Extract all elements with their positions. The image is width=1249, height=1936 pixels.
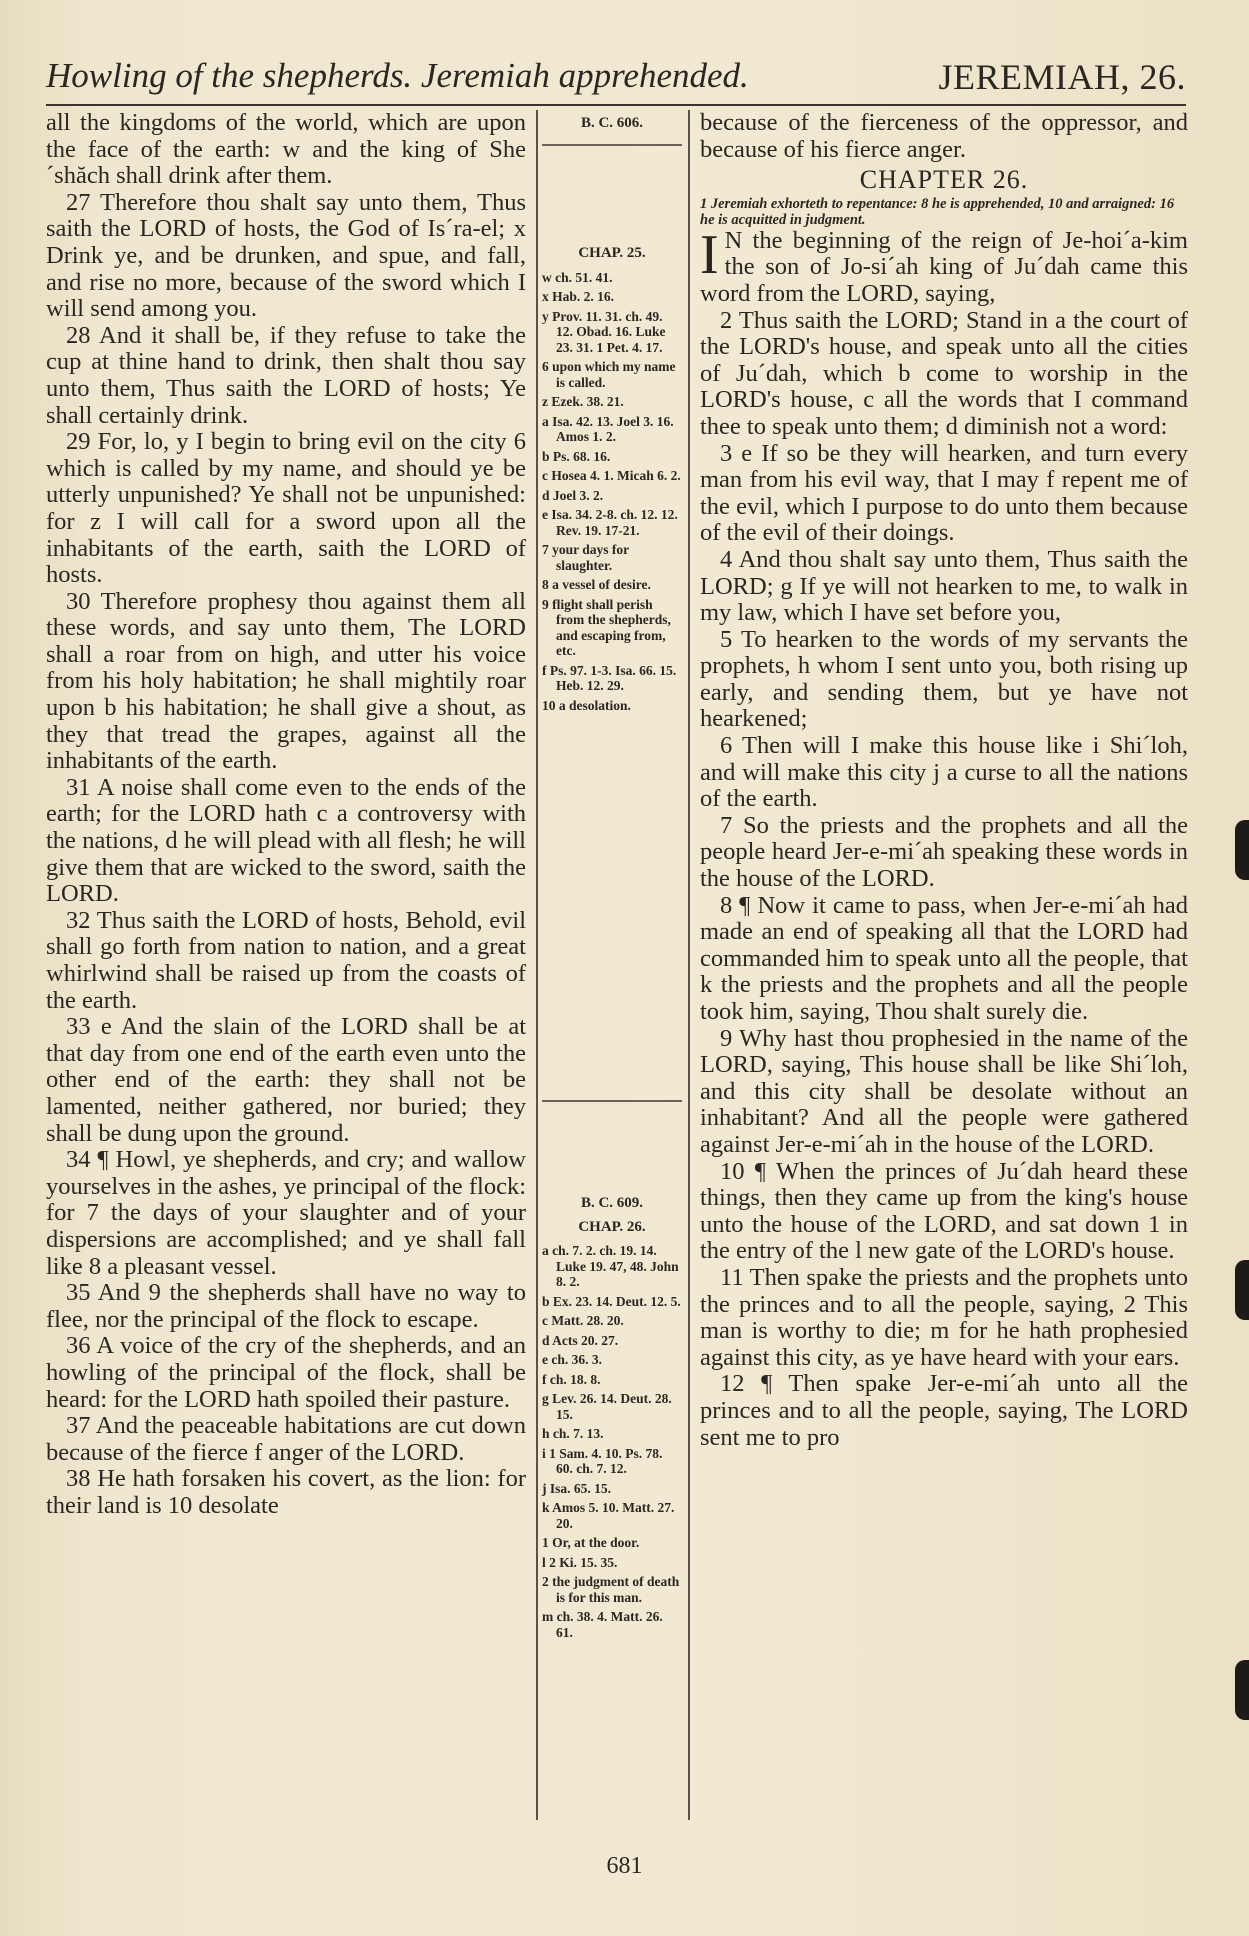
verse-text: 36 A voice of the cry of the shepherds, and an howling of the principal of the flock, shall be heard: for the LORD hath spoiled their pasture. — [46, 1332, 526, 1413]
cross-reference: g Lev. 26. 14. Deut. 28. 15. — [542, 1391, 672, 1422]
verse-text: 6 Then will I make this house like i Shi´loh, and will make this city j a curse to all the nations of the earth. — [700, 732, 1188, 813]
chapter-summary: 1 Jeremiah exhorteth to repentance: 8 he is apprehended, 10 and arraigned: 16 he is acquitted in judgment. — [700, 195, 1175, 228]
chapter-label: CHAP. 26. — [578, 1218, 646, 1235]
verse-text: 9 Why hast thou prophesied in the name of the LORD, saying, This house shall be like Shi´loh, and this city shall be desolate without an inhabitant? And all the people were gathered against Jer-e-mi´ah in the house of the LORD. — [700, 1024, 1188, 1158]
running-header — [46, 56, 1186, 106]
cross-reference: d Acts 20. 27. — [542, 1332, 619, 1348]
left-text-column — [46, 110, 526, 1519]
thumb-index-tab — [1235, 1660, 1249, 1720]
verse-text: 38 He hath forsaken his covert, as the lion: for their land is 10 desolate — [46, 1465, 526, 1519]
verse-text: 8 ¶ Now it came to pass, when Jer-e-mi´ah had made an end of speaking all that the LORD had commanded him to speak unto all the people, that k the priests and the prophets and all the people took him, saying, Thou shalt surely die. — [700, 891, 1188, 1025]
cross-reference-column-top — [542, 116, 682, 132]
cross-reference: e Isa. 34. 2-8. ch. 12. 12. Rev. 19. 17-21. — [542, 507, 678, 538]
header-topic: Howling of the shepherds. Jeremiah apprehended. — [46, 56, 749, 95]
verse-text: 7 So the priests and the prophets and all the people heard Jer-e-mi´ah speaking these words in the house of the LORD. — [700, 811, 1188, 893]
cross-reference: k Amos 5. 10. Matt. 27. 20. — [542, 1500, 675, 1531]
drop-cap: I — [700, 223, 719, 286]
verse-text: 31 A noise shall come even to the ends of the earth; for the LORD hath c a controversy with the nations, d he will plead with all flesh; he will give them that are wicked to the sword, saith the LORD. — [46, 773, 526, 908]
cross-reference: m ch. 38. 4. Matt. 26. 61. — [542, 1609, 663, 1640]
cross-reference: b Ex. 23. 14. Deut. 12. 5. — [542, 1293, 681, 1309]
verse-text: 29 For, lo, y I begin to bring evil on the city 6 which is called by my name, and should ye be utterly unpunished? Ye shall not be unpunished: for z I will call for a sword upon all the inhabitants of the earth, saith the LORD of hosts. — [46, 428, 526, 589]
thumb-index-tab — [1235, 820, 1249, 880]
cross-reference: d Joel 3. 2. — [542, 487, 604, 503]
verse-text: all the kingdoms of the world, which are upon the face of the earth: w and the king of She´shăch shall drink after them. — [46, 109, 526, 190]
date-label: B. C. 606. — [580, 115, 644, 131]
cross-reference: j Isa. 65. 15. — [542, 1480, 612, 1496]
cross-reference: a Isa. 42. 13. Joel 3. 16. Amos 1. 2. — [542, 413, 674, 444]
thumb-index-tab — [1235, 1260, 1249, 1320]
verse-text: 3 e If so be they will hearken, and turn every man from his evil way, that I may f repent me of the evil, which I purpose to do unto them because of the evil of their doings. — [700, 439, 1188, 547]
first-verse-text: N the beginning of the reign of Je-hoi´a-kim the son of Jo-si´ah king of Ju´dah came this word from the LORD, saying, — [700, 226, 1188, 307]
verse-text: 33 e And the slain of the LORD shall be at that day from one end of the earth even unto the other end of the earth: they shall not be lamented, neither gathered, nor buried; they shall be dung upon the ground. — [46, 1013, 526, 1147]
verse-text: 4 And thou shalt say unto them, Thus saith the LORD; g If ye will not hearken to me, to walk in my law, which I have set before you, — [700, 545, 1188, 627]
cross-reference: 7 your days for slaughter. — [542, 542, 629, 573]
cross-reference: y Prov. 11. 31. ch. 49. 12. Obad. 16. Luke 23. 31. 1 Pet. 4. 17. — [542, 308, 666, 355]
page-number: 681 — [606, 1853, 643, 1879]
reference-rule — [542, 1100, 682, 1102]
right-text-column — [700, 110, 1188, 1451]
cross-reference: b Ps. 68. 16. — [542, 448, 611, 464]
verse-text: 32 Thus saith the LORD of hosts, Behold, evil shall go forth from nation to nation, and a great whirlwind shall be raised up from the coasts of the earth. — [46, 906, 526, 1014]
cross-reference: 6 upon which my name is called. — [542, 359, 676, 390]
cross-reference: x Hab. 2. 16. — [542, 289, 615, 304]
column-rule — [536, 110, 538, 1820]
date-label: B. C. 609. — [580, 1195, 644, 1211]
cross-reference: c Matt. 28. 20. — [542, 1313, 624, 1328]
chapter-label: CHAP. 25. — [578, 245, 646, 261]
first-verse — [700, 223, 1188, 308]
cross-reference-list-bottom — [542, 1196, 682, 1644]
verse-text: 2 Thus saith the LORD; Stand in a the court of the LORD's house, and speak unto all the cities of Ju´dah, which b come to worship in the LORD's house, c all the words that I command thee to speak unto them; d diminish not a word: — [700, 306, 1188, 440]
column-rule — [688, 110, 690, 1820]
verse-text: 10 ¶ When the princes of Ju´dah heard these things, then they came up from the king's house unto the house of the LORD, and sat down 1 in the entry of the l new gate of the LORD's house. — [700, 1157, 1188, 1265]
cross-reference: h ch. 7. 13. — [542, 1426, 604, 1441]
verse-text: 34 ¶ Howl, ye shepherds, and cry; and wallow yourselves in the ashes, ye principal of the flock: for 7 the days of your slaughter and of your dispersions are accomplished; and ye shall fall like 8 a pleasant vessel. — [46, 1146, 526, 1280]
cross-reference: 1 Or, at the door. — [542, 1535, 640, 1550]
verse-text: because of the fierceness of the oppressor, and because of his fierce anger. — [700, 109, 1188, 163]
reference-rule — [542, 144, 682, 146]
cross-reference: f Ps. 97. 1-3. Isa. 66. 15. Heb. 12. 29. — [542, 662, 677, 693]
cross-reference: 9 flight shall perish from the shepherds, and escaping from, etc. — [542, 596, 671, 658]
cross-reference: l 2 Ki. 15. 35. — [542, 1554, 618, 1570]
chapter-heading: CHAPTER 26. — [859, 165, 1029, 195]
verse-text: 35 And 9 the shepherds shall have no way to flee, nor the principal of the flock to escape. — [46, 1279, 526, 1333]
cross-reference: i 1 Sam. 4. 10. Ps. 78. 60. ch. 7. 12. — [542, 1445, 663, 1476]
cross-reference: 10 a desolation. — [542, 697, 631, 713]
cross-reference: 2 the judgment of death is for this man. — [542, 1574, 680, 1605]
verse-text: 37 And the peaceable habitations are cut down because of the fierce f anger of the LORD. — [46, 1412, 526, 1466]
cross-reference: a ch. 7. 2. ch. 19. 14. Luke 19. 47, 48. John 8. 2. — [542, 1243, 679, 1289]
cross-reference: f ch. 18. 8. — [542, 1371, 601, 1387]
verse-text: 12 ¶ Then spake Jer-e-mi´ah unto all the princes and to all the people, saying, The LORD sent me to pro — [700, 1370, 1188, 1451]
verse-text: 11 Then spake the priests and the prophets unto the princes and to all the people, saying, 2 This man is worthy to die; m for he hath prophesied against this city, as ye have heard with your ears. — [700, 1263, 1188, 1371]
verse-text: 28 And it shall be, if they refuse to take the cup at thine hand to drink, then shalt thou say unto them, Thus saith the LORD of hosts; Ye shall certainly drink. — [46, 321, 526, 429]
verse-text: 5 To hearken to the words of my servants the prophets, h whom I sent unto you, both rising up early, and sending them, but ye have not hearkened; — [700, 625, 1188, 733]
cross-reference: c Hosea 4. 1. Micah 6. 2. — [542, 468, 681, 483]
verse-text: 30 Therefore prophesy thou against them all these words, and say unto them, The LORD shall a roar from on high, and utter his voice from his holy habitation; he shall mightily roar upon b his habitation; he shall give a shout, as they that tread the grapes, against all the inhabitants of the earth. — [46, 587, 526, 775]
verse-text: 27 Therefore thou shalt say unto them, Thus saith the LORD of hosts, the God of Is´ra-el; x Drink ye, and be drunken, and spue, and fall, and rise no more, because of the sword which I will send among you. — [46, 188, 526, 323]
cross-reference: z Ezek. 38. 21. — [542, 394, 624, 409]
header-book-chapter: JEREMIAH, 26. — [938, 57, 1186, 97]
cross-reference: e ch. 36. 3. — [542, 1352, 602, 1367]
cross-reference: w ch. 51. 41. — [542, 269, 613, 285]
cross-reference-list-top — [542, 238, 682, 717]
cross-reference: 8 a vessel of desire. — [542, 577, 651, 592]
